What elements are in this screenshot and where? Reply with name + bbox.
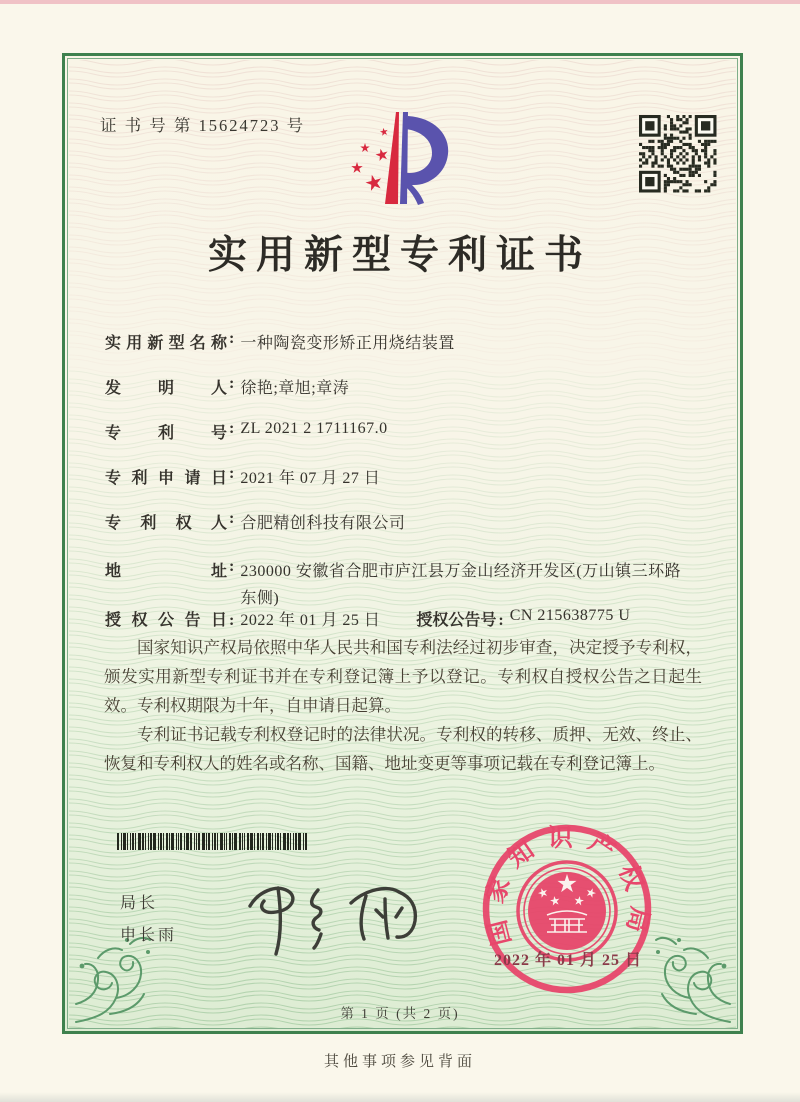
field-label: 地址 bbox=[105, 563, 227, 580]
legal-text bbox=[104, 633, 702, 778]
field-value: 一种陶瓷变形矫正用烧结装置 bbox=[240, 335, 455, 352]
field-label: 专利权人 bbox=[105, 515, 227, 532]
director-signature bbox=[218, 848, 433, 958]
field-value: ZL 2021 2 1711167.0 bbox=[240, 420, 388, 437]
field-colon: : bbox=[229, 510, 235, 527]
officer-title: 局长 bbox=[120, 895, 159, 912]
field-colon: : bbox=[229, 465, 235, 482]
field-colon: : bbox=[229, 612, 235, 629]
field-row-inventors bbox=[105, 375, 725, 398]
field-value: 徐艳;章旭;章涛 bbox=[240, 380, 350, 397]
national-emblem-seal bbox=[477, 818, 657, 1000]
field-value: 2021 年 07 月 27 日 bbox=[240, 470, 381, 487]
field-label: 实用新型名称 bbox=[105, 335, 227, 352]
field-row-filing-date bbox=[105, 465, 725, 488]
field-row-patentee bbox=[105, 510, 725, 533]
field-label: 授权公告号 bbox=[416, 612, 497, 629]
field-label: 发明人 bbox=[105, 380, 227, 397]
field-row-address bbox=[105, 558, 725, 612]
field-colon: : bbox=[229, 330, 235, 347]
field-colon: : bbox=[229, 420, 235, 437]
certificate-number: 证 书 号 第 15624723 号 bbox=[100, 116, 306, 135]
seal-text: 国家知识产权局 bbox=[480, 824, 654, 948]
field-row-utility-name bbox=[105, 330, 725, 353]
officer-name: 申长雨 bbox=[120, 927, 178, 944]
legal-paragraph-1: 国家知识产权局依照中华人民共和国专利法经过初步审查，决定授予专利权，颁发实用新型专利证书并在专利登记簿上予以登记。专利权自授权公告之日起生效。专利权期限为十年，自申请日起算。 bbox=[104, 638, 702, 715]
field-value: 2022 年 01 月 25 日 bbox=[240, 612, 381, 629]
back-note: 其他事项参见背面 bbox=[323, 1054, 476, 1070]
field-value: 合肥精创科技有限公司 bbox=[240, 515, 406, 532]
field-colon: : bbox=[498, 612, 504, 629]
certificate-title: 实用新型专利证书 bbox=[207, 234, 592, 277]
cnipa-logo bbox=[350, 110, 454, 208]
field-colon: : bbox=[229, 375, 235, 392]
field-label: 专利号 bbox=[105, 425, 227, 442]
field-value: 230000 安徽省合肥市庐江县万金山经济开发区(万山镇三环路东侧) bbox=[240, 563, 682, 607]
field-row-patent-number bbox=[105, 420, 725, 443]
legal-paragraph-2: 专利证书记载专利权登记时的法律状况。专利权的转移、质押、无效、终止、恢复和专利权人的姓名或名称、国籍、地址变更等事项记载在专利登记簿上。 bbox=[104, 725, 702, 773]
seal-date: 2022 年 01 月 25 日 bbox=[493, 952, 642, 969]
scan-edge-top bbox=[0, 0, 800, 4]
field-row-grant-publication bbox=[105, 607, 725, 630]
field-colon: : bbox=[229, 558, 235, 575]
page-number: 第 1 页 (共 2 页) bbox=[340, 1006, 460, 1021]
scan-edge-bottom bbox=[0, 1092, 800, 1102]
qr-code bbox=[639, 115, 717, 193]
field-value: CN 215638775 U bbox=[509, 607, 631, 624]
field-label: 专利申请日 bbox=[105, 470, 227, 487]
field-label: 授权公告日 bbox=[105, 612, 227, 629]
